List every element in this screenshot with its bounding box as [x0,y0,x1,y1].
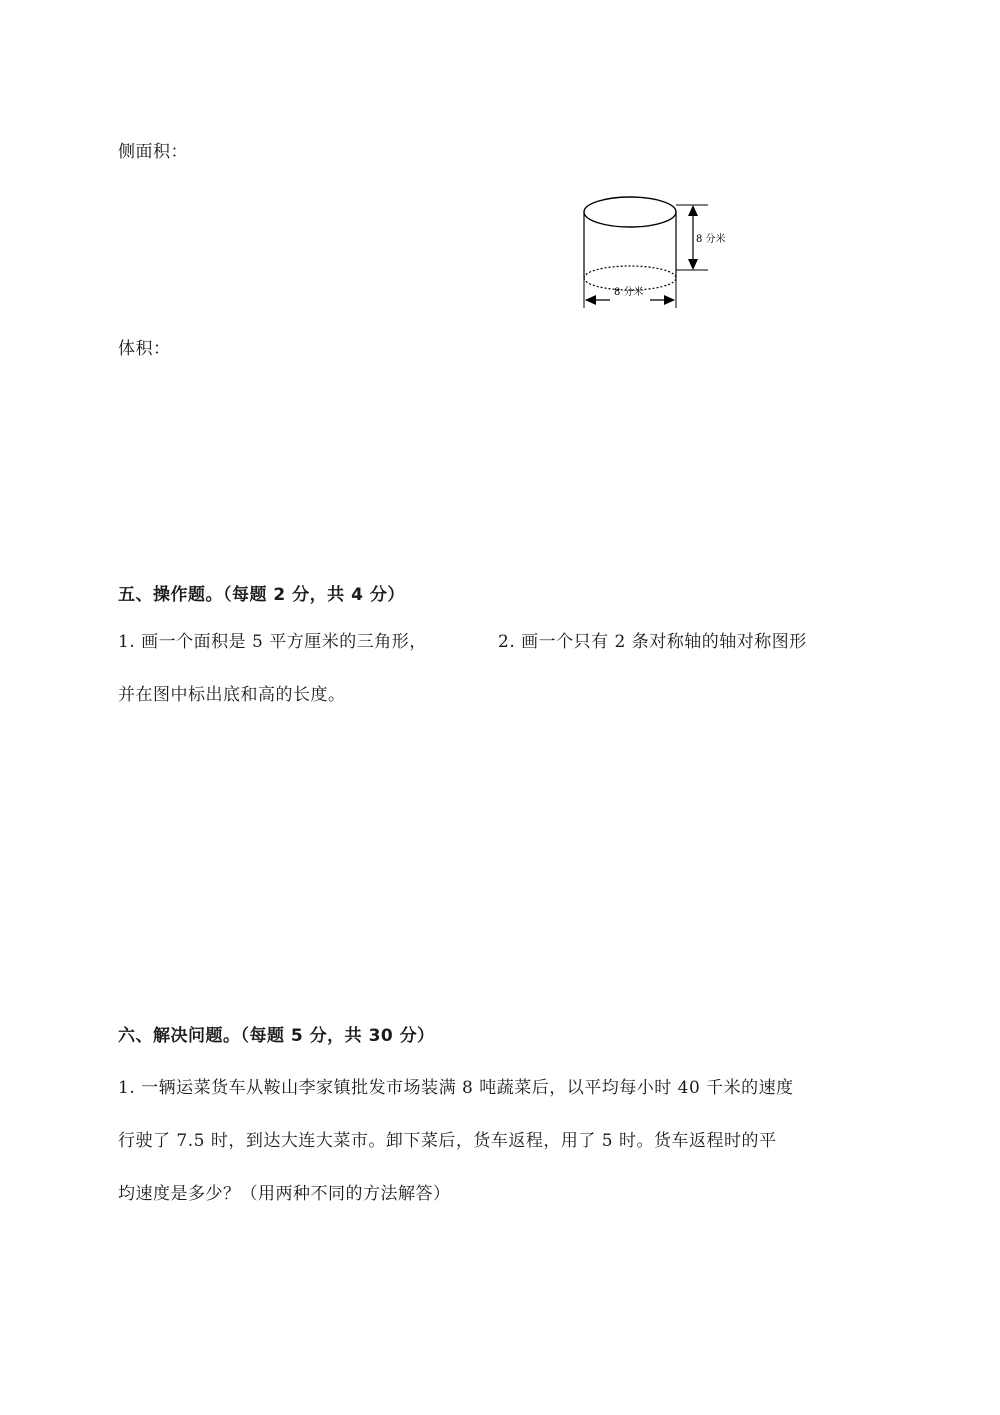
section6-q1-line1: 1. 一辆运菜货车从鞍山李家镇批发市场装满 8 吨蔬菜后，以平均每小时 40 千米的速度 [118,1078,794,1098]
section6-q1-line2: 行驶了 7.5 时，到达大连大菜市。卸下菜后，货车返程，用了 5 时。货车返程时的平 [118,1131,777,1151]
height-label: 8 分米 [696,234,726,245]
lateral-area-label: 侧面积： [118,142,188,162]
section6-title: 六、解决问题。（每题 5 分，共 30 分） [118,1026,435,1046]
section5-title: 五、操作题。（每题 2 分，共 4 分） [118,585,405,605]
section6-q1-line3: 均速度是多少？（用两种不同的方法解答） [118,1184,451,1204]
volume-label: 体积： [118,339,171,359]
cylinder-figure [580,190,740,310]
section5-q2: 2. 画一个只有 2 条对称轴的轴对称图形 [498,632,807,652]
section5-q1-line2: 并在图中标出底和高的长度。 [118,685,346,705]
diameter-label: 8 分米 [614,287,644,298]
section5-q1-line1: 1. 画一个面积是 5 平方厘米的三角形， [118,632,427,652]
